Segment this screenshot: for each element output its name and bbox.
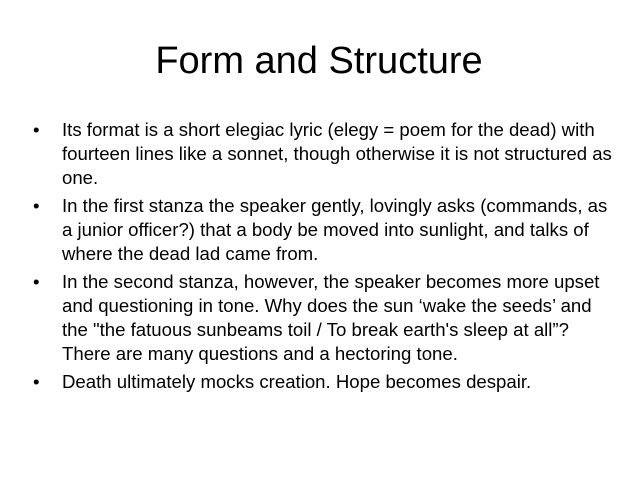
slide-title: Form and Structure — [155, 40, 483, 82]
bullet-point-icon: • — [33, 371, 40, 392]
bullet-item-format — [33, 118, 613, 190]
bullet-text-format: Its format is a short elegiac lyric (elegy = poem for the dead) with fourteen lines like a sonnet, though otherwise it is not structured as one. — [62, 119, 612, 188]
bullet-point-icon: • — [33, 271, 40, 292]
bullet-list — [33, 118, 613, 398]
bullet-text-second-stanza: In the second stanza, however, the speaker becomes more upset and questioning in tone. Why does the sun ‘wake the seeds’ and the "the fatuous sunbeams toil / To break earth's sleep at all”? There are many questions and a hectoring tone. — [62, 271, 600, 364]
bullet-text-death: Death ultimately mocks creation. Hope becomes despair. — [62, 371, 532, 392]
bullet-item-death — [33, 370, 613, 394]
bullet-item-second-stanza — [33, 270, 613, 366]
bullet-item-first-stanza — [33, 194, 613, 266]
bullet-text-first-stanza: In the first stanza the speaker gently, lovingly asks (commands, as a junior officer?) that a body be moved into sunlight, and talks of where the dead lad came from. — [62, 195, 608, 264]
bullet-point-icon: • — [33, 195, 40, 216]
bullet-point-icon: • — [33, 119, 40, 140]
